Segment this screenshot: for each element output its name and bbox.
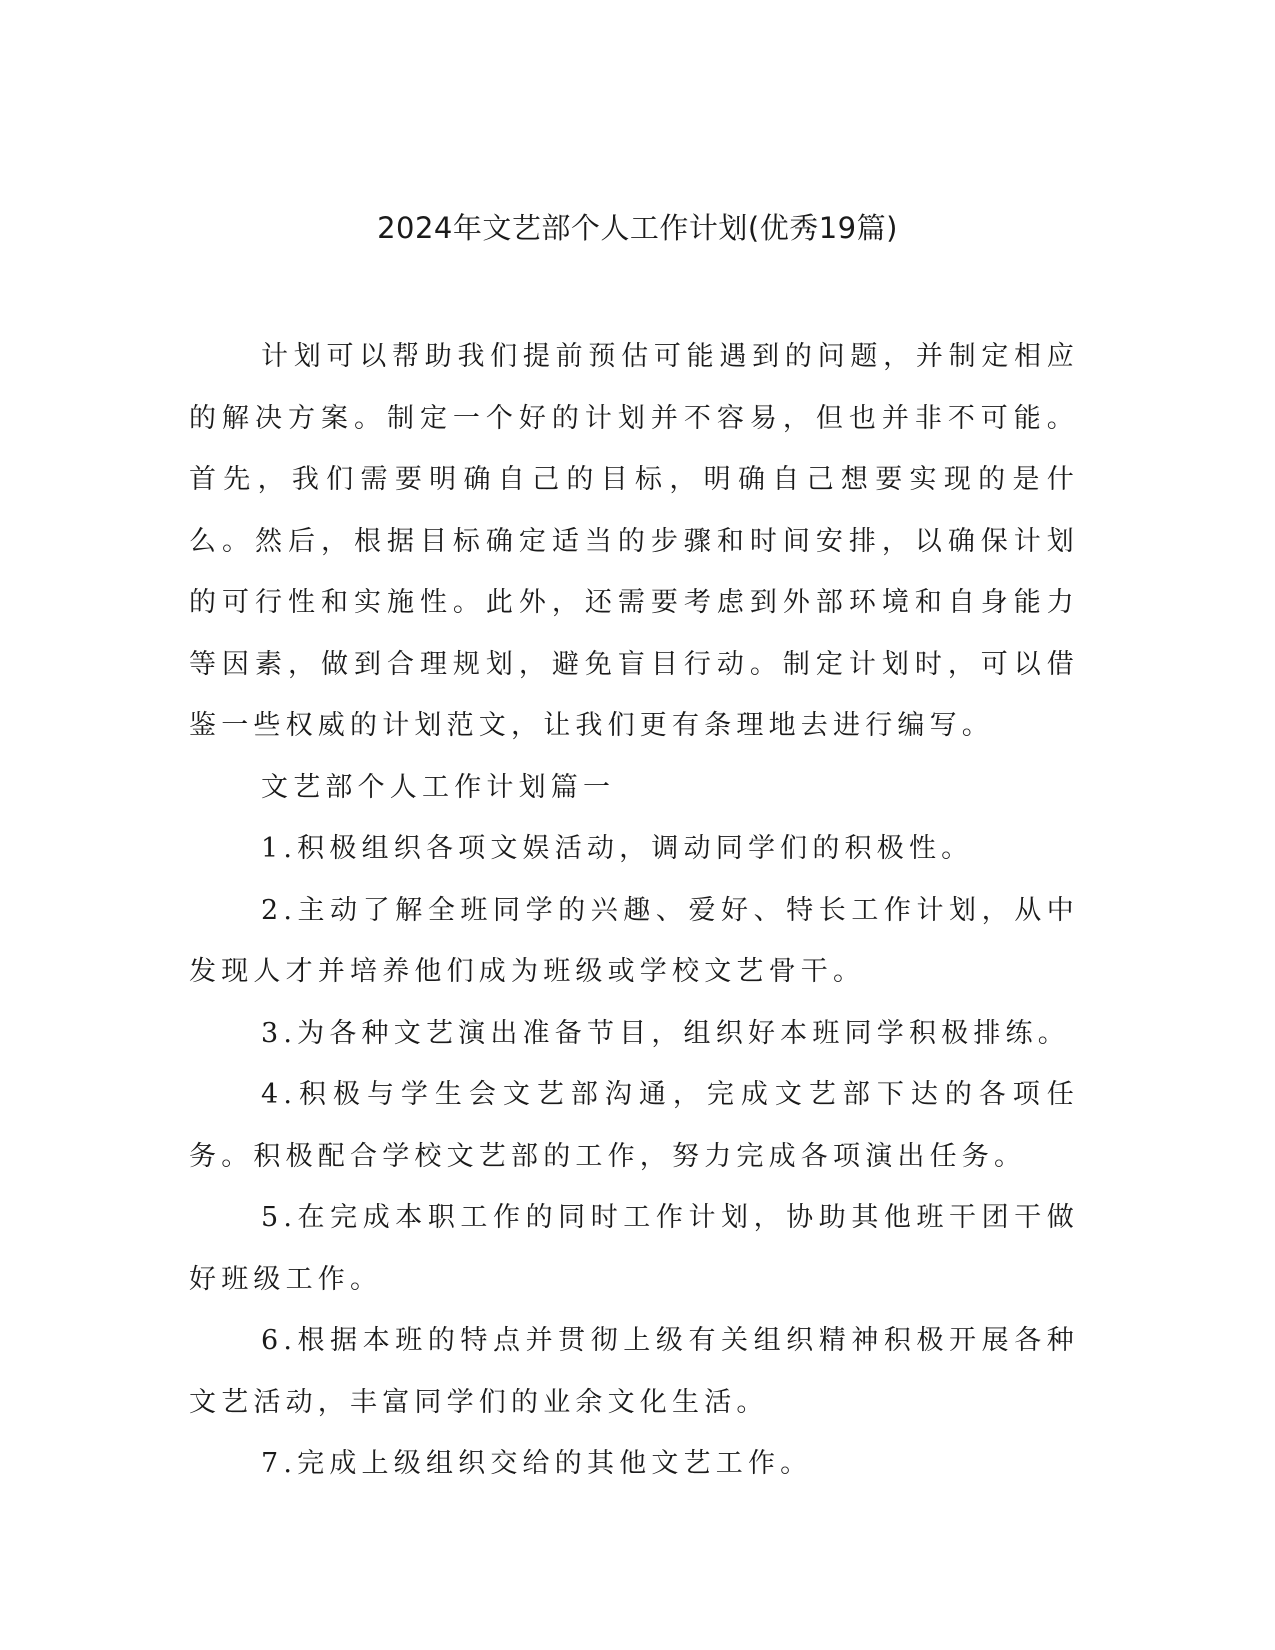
plan-item-3: 3.为各种文艺演出准备节目，组织好本班同学积极排练。	[261, 1017, 1070, 1049]
plan-item-1: 1.积极组织各项文娱活动，调动同学们的积极性。	[261, 833, 974, 864]
plan-item-4: 4.积极与学生会文艺部沟通，完成文艺部下达的各项任务。积极配合学校文艺部的工作，努力完成各项演出任务。	[189, 1079, 1079, 1172]
document-body	[189, 326, 1079, 1495]
intro-paragraph: 计划可以帮助我们提前预估可能遇到的问题，并制定相应的解决方案。制定一个好的计划并不容易，但也并非不可能。首先，我们需要明确自己的目标，明确自己想要实现的是什么。然后，根据目标确定适当的步骤和时间安排，以确保计划的可行性和实施性。此外，还需要考虑到外部环境和自身能力等因素，做到合理规划，避免盲目行动。制定计划时，可以借鉴一些权威的计划范文，让我们更有条理地去进行编写。	[189, 341, 1079, 741]
plan-item-2: 2.主动了解全班同学的兴趣、爱好、特长工作计划，从中发现人才并培养他们成为班级或学校文艺骨干。	[189, 894, 1079, 987]
document-title: 2024年文艺部个人工作计划(优秀19篇)	[377, 211, 898, 245]
plan-item-6: 6.根据本班的特点并贯彻上级有关组织精神积极开展各种文艺活动，丰富同学们的业余文化生活。	[189, 1325, 1079, 1418]
section-heading: 文艺部个人工作计划篇一	[261, 771, 616, 803]
plan-item-5: 5.在完成本职工作的同时工作计划，协助其他班干团干做好班级工作。	[189, 1202, 1079, 1295]
plan-item-7: 7.完成上级组织交给的其他文艺工作。	[261, 1448, 813, 1479]
